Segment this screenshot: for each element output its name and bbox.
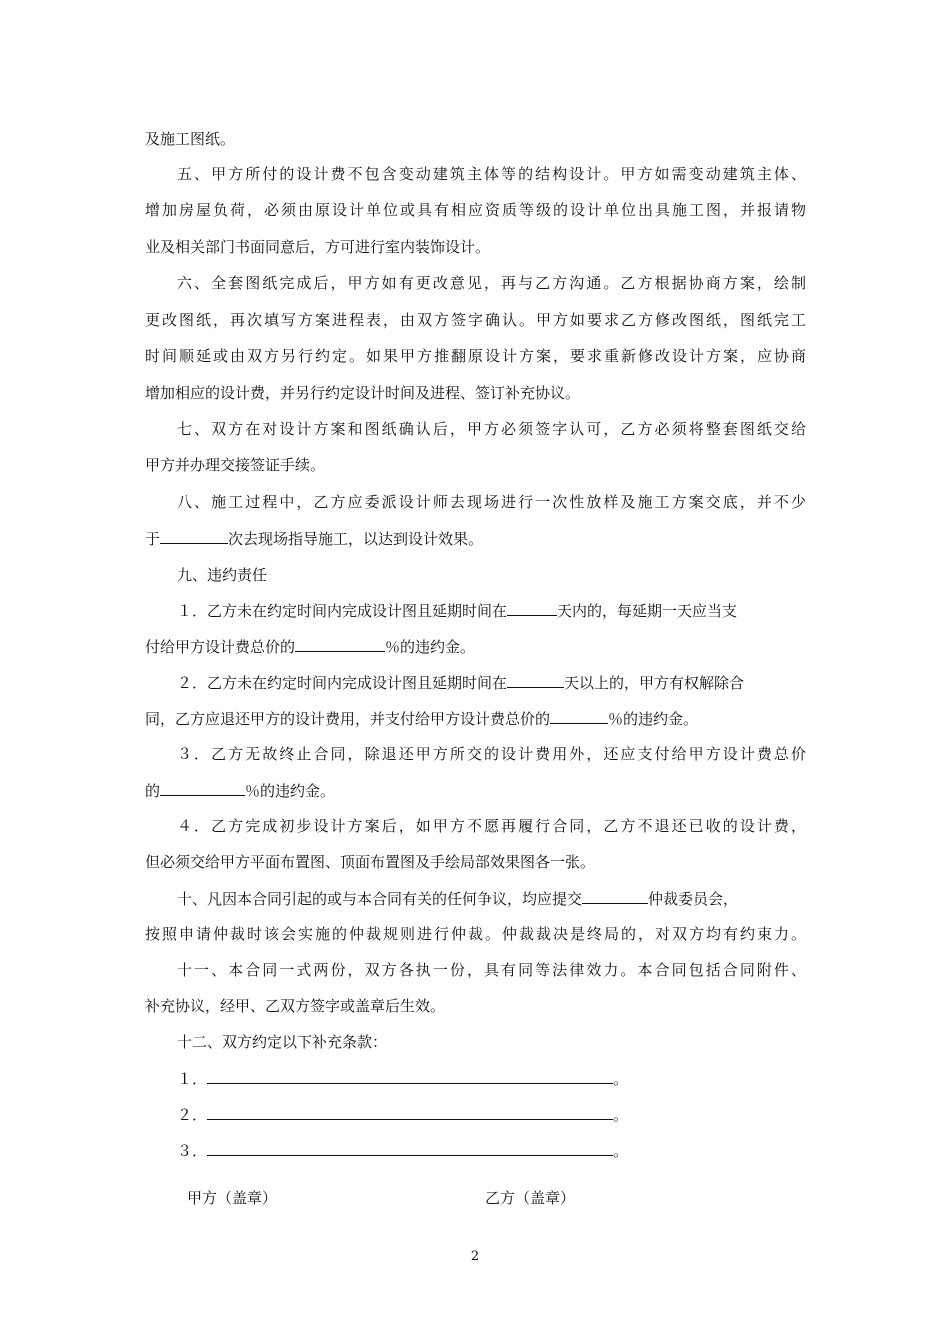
clause-8-line-1: 八、施工过程中，乙方应委派设计师去现场进行一次性放样及施工方案交底，并不少: [177, 493, 806, 511]
clause-9-2-text-b: 天以上的，甲方有权解除合: [564, 674, 745, 692]
clause-11-line-1: 十一、本合同一式两份，双方各执一份，具有同等法律效力。本合同包括合同附件、: [177, 961, 806, 979]
supplement-item-2: [177, 1104, 628, 1125]
supplement-item-1-number: １．: [177, 1070, 208, 1088]
blank-supplement-2[interactable]: [207, 1104, 613, 1120]
clause-9-2-text-d: ％的违约金。: [608, 710, 699, 728]
clause-7-line-2: 甲方并办理交接签证手续。: [145, 456, 326, 474]
party-b-seal-label: 乙方（盖章）: [485, 1189, 576, 1207]
clause-10-text-b: 仲裁委员会，: [648, 890, 739, 908]
blank-penalty-percent-3[interactable]: [160, 780, 245, 796]
clause-9-4-line-2: 但必须交给甲方平面布置图、顶面布置图及手绘局部效果图各一张。: [145, 853, 596, 871]
clause-5-line-2: 增加房屋负荷，必须由原设计单位或具有相应资质等级的设计单位出具施工图，并报请物: [145, 201, 806, 219]
paragraph-4-tail: 及施工图纸。: [145, 130, 236, 148]
supplement-item-3-end: 。: [613, 1142, 629, 1160]
clause-9-1-text-c: 付给甲方设计费总价的: [145, 638, 296, 656]
supplement-item-2-number: ２．: [177, 1106, 208, 1124]
clause-11-line-2: 补充协议，经甲、乙双方签字或盖章后生效。: [145, 997, 446, 1015]
clause-9-1-line-2: [145, 636, 475, 657]
clause-9-1-line-1: [177, 600, 737, 621]
clause-9-2-line-2: [145, 708, 698, 729]
clause-10-text-a: 十、凡因本合同引起的或与本合同有关的任何争议，均应提交: [177, 890, 583, 908]
clause-9-2-line-1: [177, 672, 744, 693]
page-number: 2: [470, 1249, 480, 1264]
clause-9-3-text-a: 的: [145, 782, 161, 800]
clause-9-title: 九、违约责任: [177, 566, 268, 584]
clause-9-1-text-d: ％的违约金。: [385, 638, 476, 656]
supplement-item-1: [177, 1068, 628, 1089]
blank-arbitration-committee[interactable]: [582, 888, 648, 904]
clause-8-text-a: 于: [145, 530, 161, 548]
clause-9-2-text-c: 同，乙方应退还甲方的设计费用，并支付给甲方设计费总价的: [145, 710, 551, 728]
supplement-item-1-end: 。: [613, 1070, 629, 1088]
party-a-seal-label: 甲方（盖章）: [187, 1189, 278, 1207]
clause-9-3-line-2: [145, 780, 335, 801]
clause-9-2-text-a: ２．乙方未在约定时间内完成设计图且延期时间在: [177, 674, 508, 692]
blank-over-days[interactable]: [507, 672, 564, 688]
clause-8-text-b: 次去现场指导施工，以达到设计效果。: [228, 530, 484, 548]
clause-9-3-text-b: ％的违约金。: [245, 782, 336, 800]
blank-delay-days[interactable]: [507, 600, 557, 616]
clause-9-3-line-1: ３．乙方无故终止合同，除退还甲方所交的设计费用外，还应支付给甲方设计费总价: [177, 745, 806, 763]
clause-6-line-1: 六、全套图纸完成后，甲方如有更改意见，再与乙方沟通。乙方根据协商方案，绘制: [177, 274, 806, 292]
clause-6-line-4: 增加相应的设计费，并另行约定设计时间及进程、签订补充协议。: [145, 384, 581, 402]
clause-10-line-1: [177, 888, 738, 909]
clause-5-line-1: 五、甲方所付的设计费不包含变动建筑主体等的结构设计。甲方如需变动建筑主体、: [177, 165, 806, 183]
blank-penalty-percent-2[interactable]: [550, 708, 608, 724]
supplement-item-3-number: ３．: [177, 1142, 208, 1160]
clause-9-1-text-b: 天内的，每延期一天应当支: [557, 602, 738, 620]
blank-visit-count[interactable]: [160, 528, 228, 544]
clause-5-line-3: 业及相关部门书面同意后，方可进行室内装饰设计。: [145, 238, 491, 256]
clause-6-line-3: 时间顺延或由双方另行约定。如果甲方推翻原设计方案，要求重新修改设计方案，应协商: [145, 347, 806, 365]
clause-10-line-2: 按照申请仲裁时该会实施的仲裁规则进行仲裁。仲裁裁决是终局的，对双方均有约束力。: [145, 925, 806, 943]
blank-supplement-1[interactable]: [207, 1068, 613, 1084]
clause-9-4-line-1: ４．乙方完成初步设计方案后，如甲方不愿再履行合同，乙方不退还已收的设计费，: [177, 817, 806, 835]
supplement-item-3: [177, 1140, 628, 1161]
blank-supplement-3[interactable]: [207, 1140, 613, 1156]
supplement-item-2-end: 。: [613, 1106, 629, 1124]
blank-penalty-percent-1[interactable]: [295, 636, 385, 652]
clause-6-line-2: 更改图纸，再次填写方案进程表，由双方签字确认。甲方如要求乙方修改图纸，图纸完工: [145, 311, 806, 329]
clause-9-1-text-a: １．乙方未在约定时间内完成设计图且延期时间在: [177, 602, 508, 620]
clause-8-line-2: [145, 528, 483, 549]
clause-12-title: 十二、双方约定以下补充条款：: [177, 1033, 388, 1051]
clause-7-line-1: 七、双方在对设计方案和图纸确认后，甲方必须签字认可，乙方必须将整套图纸交给: [177, 420, 806, 438]
